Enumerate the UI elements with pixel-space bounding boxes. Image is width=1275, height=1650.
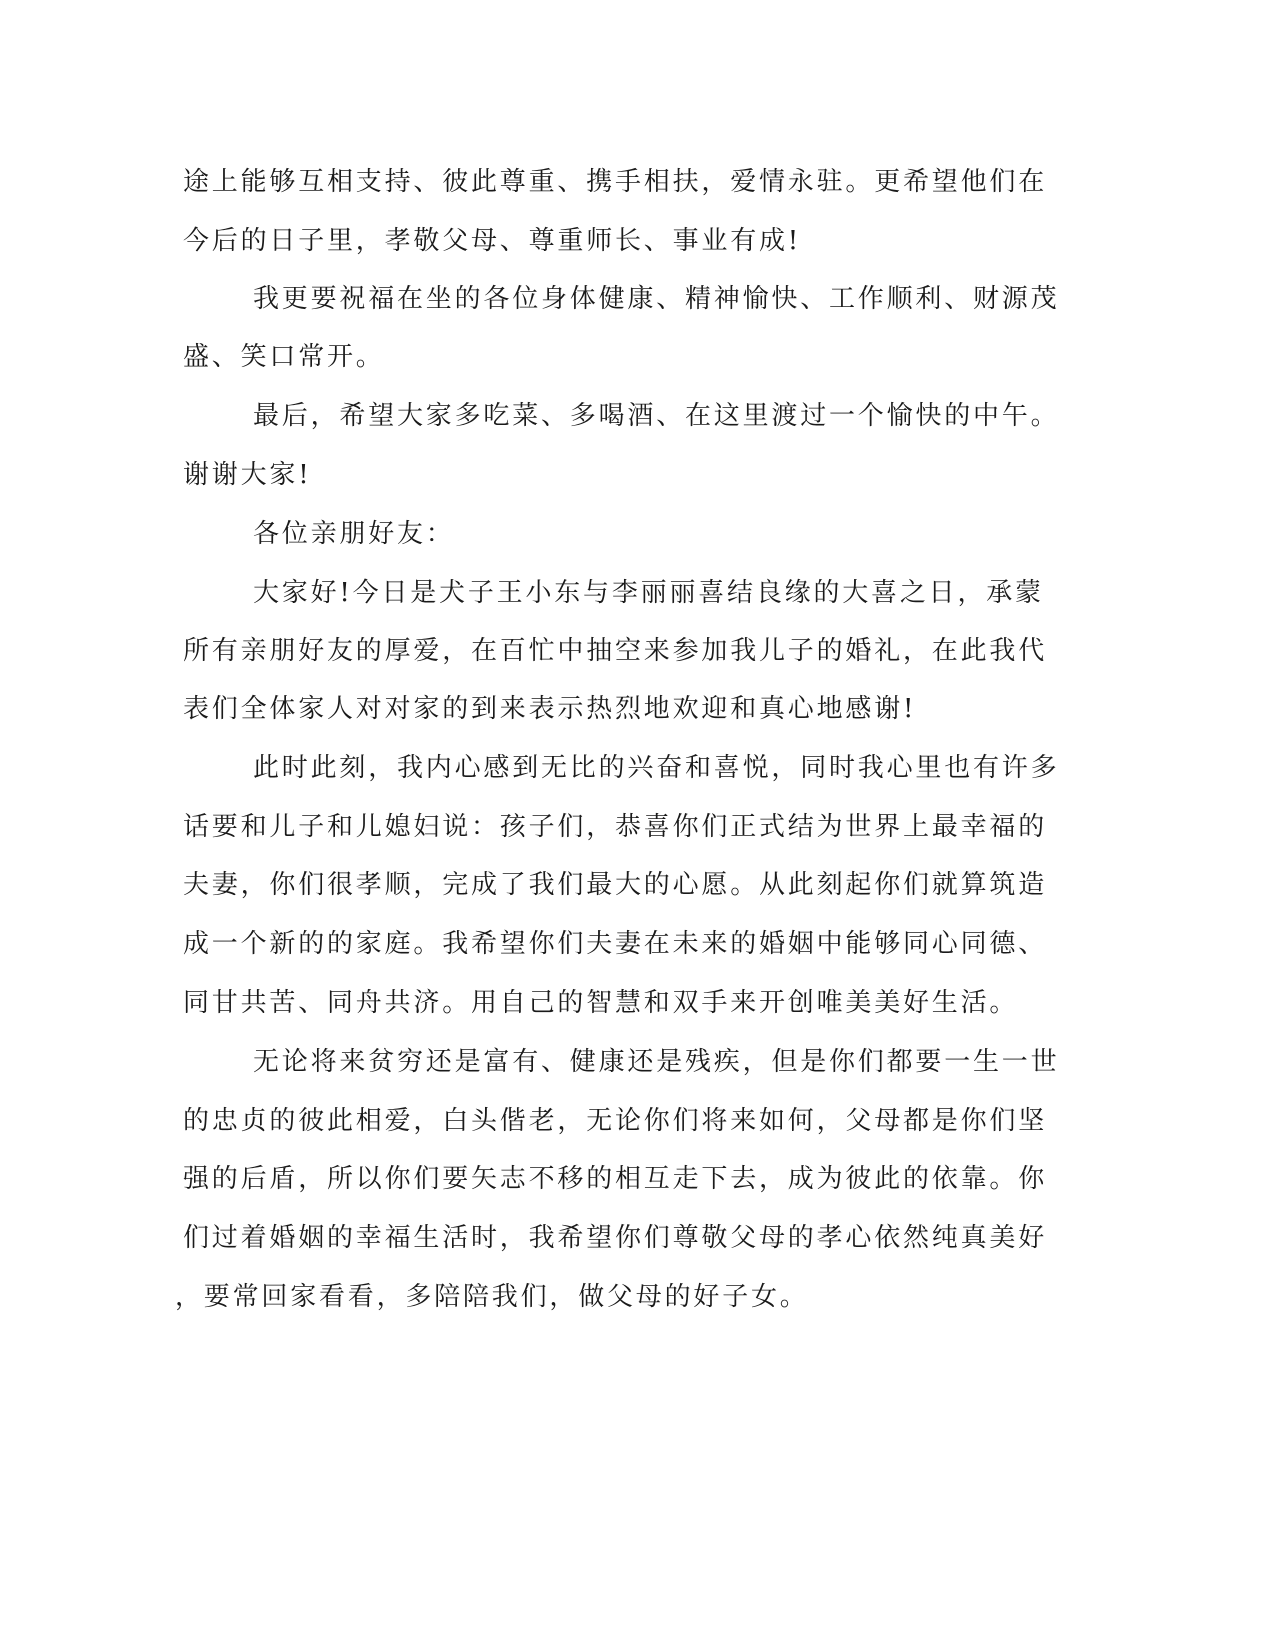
paragraph-start-line: 我更要祝福在坐的各位身体健康、精神愉快、工作顺利、财源茂 (253, 284, 1060, 314)
text-line: ，要常回家看看，多陪陪我们，做父母的好子女。 (175, 1282, 809, 1312)
text-line: 们过着婚姻的幸福生活时，我希望你们尊敬父母的孝心依然纯真美好 (183, 1223, 1048, 1253)
text-line: 话要和儿子和儿媳妇说：孩子们，恭喜你们正式结为世界上最幸福的 (183, 812, 1048, 842)
text-line: 表们全体家人对对家的到来表示热烈地欢迎和真心地感谢! (183, 694, 917, 724)
paragraph-start-line: 大家好!今日是犬子王小东与李丽丽喜结良缘的大喜之日，承蒙 (253, 578, 1044, 608)
text-line: 同甘共苦、同舟共济。用自己的智慧和双手来开创唯美美好生活。 (183, 988, 1019, 1018)
text-line: 谢谢大家! (183, 460, 312, 490)
text-line: 盛、笑口常开。 (183, 342, 385, 372)
salutation-line: 各位亲朋好友： (253, 519, 455, 549)
text-line: 所有亲朋好友的厚爱，在百忙中抽空来参加我儿子的婚礼，在此我代 (183, 636, 1048, 666)
text-line: 的忠贞的彼此相爱，白头偕老，无论你们将来如何，父母都是你们坚 (183, 1106, 1048, 1136)
paragraph-start-line: 无论将来贫穷还是富有、健康还是残疾，但是你们都要一生一世 (253, 1047, 1060, 1077)
paragraph-start-line: 最后，希望大家多吃菜、多喝酒、在这里渡过一个愉快的中午。 (253, 401, 1060, 431)
text-line: 成一个新的的家庭。我希望你们夫妻在未来的婚姻中能够同心同德、 (183, 929, 1048, 959)
text-line: 今后的日子里，孝敬父母、尊重师长、事业有成! (183, 226, 802, 256)
text-line: 强的后盾，所以你们要矢志不移的相互走下去，成为彼此的依靠。你 (183, 1164, 1048, 1194)
paragraph-start-line: 此时此刻，我内心感到无比的兴奋和喜悦，同时我心里也有许多 (253, 753, 1060, 783)
text-line: 途上能够互相支持、彼此尊重、携手相扶，爱情永驻。更希望他们在 (183, 167, 1048, 197)
text-line: 夫妻，你们很孝顺，完成了我们最大的心愿。从此刻起你们就算筑造 (183, 870, 1048, 900)
